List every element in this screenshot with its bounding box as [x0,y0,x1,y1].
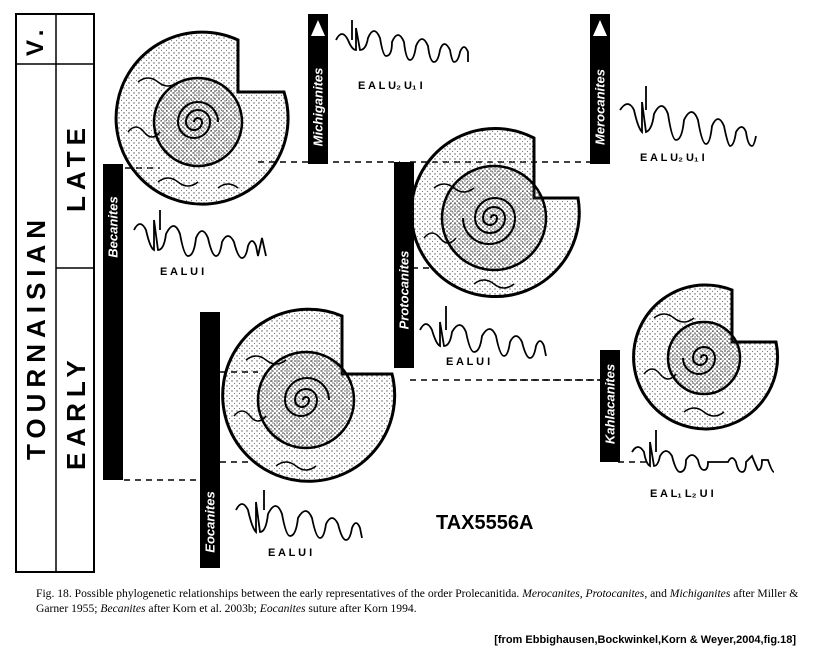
caption-taxa-2: Michiganites [669,587,731,600]
suture-protocanites [420,306,546,358]
source-credit: [from Ebbighausen,Bockwinkel,Korn & Weyer,2004,fig.18] [494,634,796,646]
specimen-code: TAX5556A [436,512,534,534]
suture-becanites [134,210,266,258]
caption-taxa-4: Eocanites [259,602,306,615]
caption-text-1: Possible phylogenetic relationships between the early representatives of the order Prolecanitida. [74,587,520,600]
caption-fig: Fig. 18. [36,587,72,600]
label-protocanites: Protocanites [396,250,412,330]
caption-taxa-3: Becanites [100,602,146,615]
caption-taxa-1: Merocanites, Protocanites, [522,587,648,600]
caption-text-2: and [650,587,667,600]
suture-eocanites [236,490,362,540]
suture-labels-eocanites: E A L U I [268,547,313,559]
early-label: EARLY [61,354,91,470]
suture-labels-becanites: E A L U I [160,266,205,278]
suture-kahlacanites [632,430,774,472]
label-merocanites: Merocanites [592,69,608,145]
suture-labels-merocanites: E A L U₂ U₁ I [640,152,705,164]
caption-text-4: after Korn et al. 2003b; [148,602,257,615]
label-kahlacanites: Kahlacanites [602,363,618,444]
suture-labels-kahlacanites: E A L₁ L₂ U I [650,488,714,500]
stage-label: V. [22,23,49,56]
figure-caption [36,586,806,616]
series-label: TOURNAISIAN [21,213,51,460]
label-becanites: Becanites [105,196,121,258]
caption-text-3: after Miller & Garner 1955; [36,587,799,615]
caption-text-5: suture after Korn 1994. [308,602,417,615]
suture-michiganites [336,20,468,62]
suture-labels-michiganites: E A L U₂ U₁ I [358,80,423,92]
suture-merocanites [620,86,756,146]
late-label: LATE [61,122,91,212]
label-michiganites: Michiganites [310,67,326,147]
label-eocanites: Eocanites [202,491,218,553]
suture-labels-protocanites: E A L U I [446,356,491,368]
